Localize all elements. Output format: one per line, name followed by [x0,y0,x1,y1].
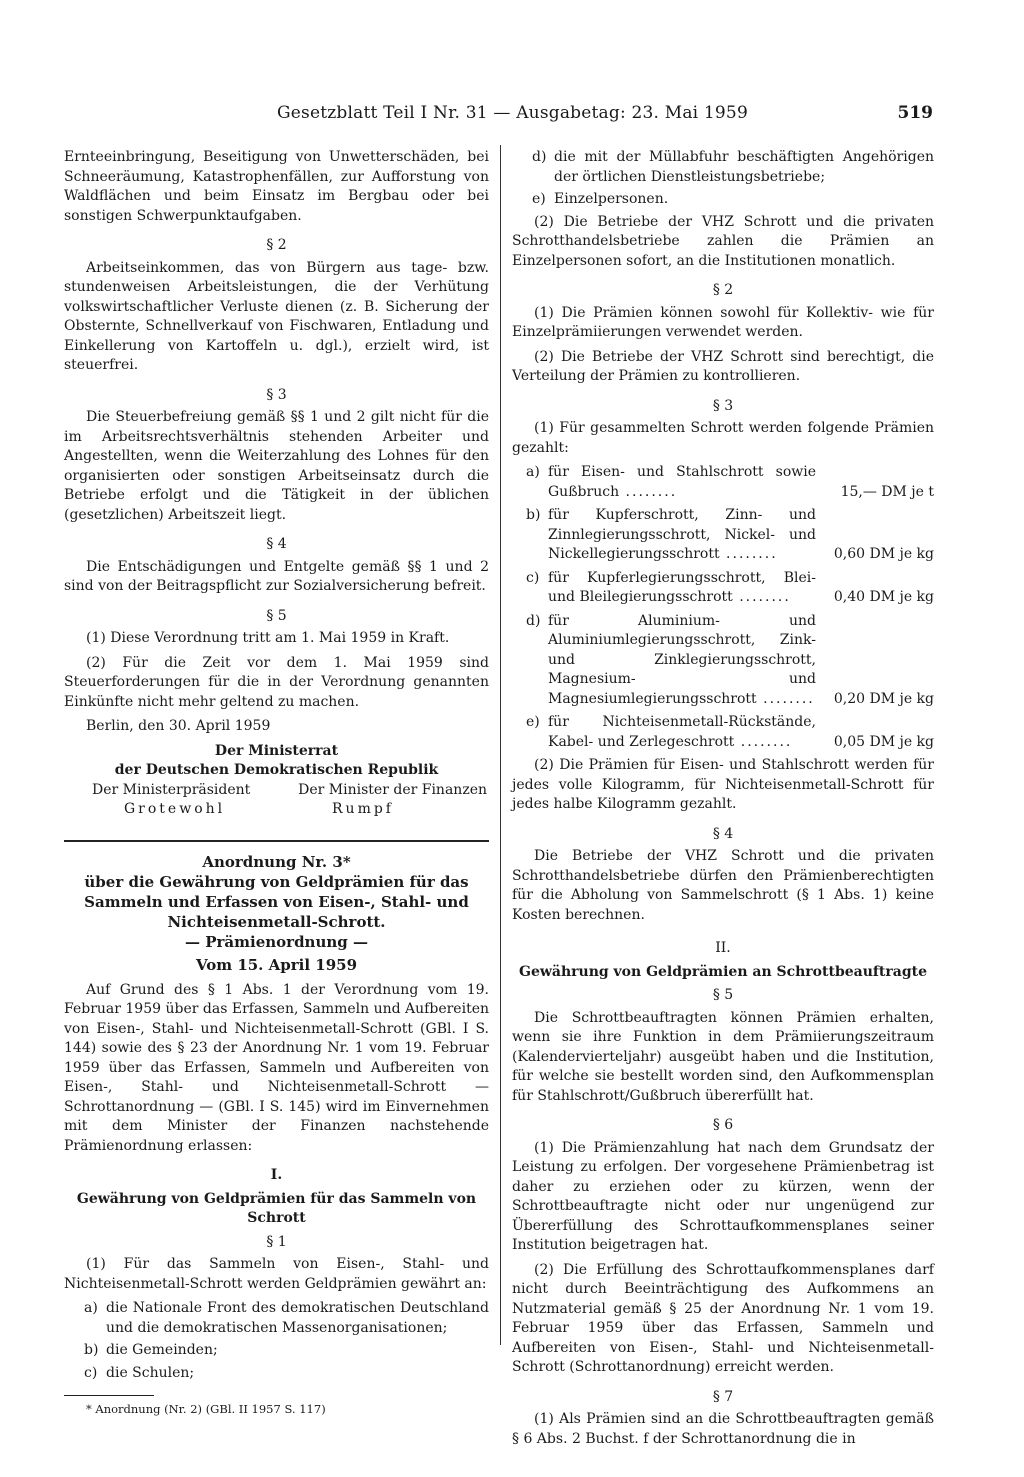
section-text: Die Steuerbefreiung gemäß §§ 1 und 2 gilt nicht für die im Arbeitsrechtsverhältnis stehenden Arbeiter und Angestellten, wenn die Weiterzahlung des Lohnes für den organisierten oder sonstigen Arbeitseinsatz durch die Betriebe erfolgt und die Tätigkeit in der üblichen (gesetzlichen) Arbeitszeit liegt. [64,409,489,523]
recipient-list [64,1299,489,1383]
section-heading: § 5 [266,607,287,624]
dot-leader: ........ [719,546,778,562]
prize-amount: 0,20 DM je kg [833,690,934,707]
gazette-title: Gesetzblatt Teil I Nr. 31 — Ausgabetag: 23. Mai 1959 [277,103,748,123]
section-text: (2) Die Betriebe der VHZ Schrott und die privaten Schrotthandelsbetriebe zahlen die Prämien an Einzelpersonen sofort, an die Institutionen monatlich. [512,213,934,269]
prize-amount: 0,60 DM je kg [833,546,934,562]
section-text: (2) Die Prämien für Eisen- und Stahlschrott werden für jedes volle Kilogramm, für Nichteisenmetall-Schrott für jedes halbe Kilogramm gezahlt. [512,757,934,812]
signature-roles [64,781,489,801]
dot-leader: ........ [619,483,678,500]
section-heading: § 1 [266,1233,287,1250]
section-text: (2) Die Betriebe der VHZ Schrott sind berechtigt, die Verteilung der Prämien zu kontrollieren. [512,348,934,384]
section-heading: § 6 [712,1117,734,1133]
section-text: (2) Für die Zeit vor dem 1. Mai 1959 sind Steuerforderungen für die in der Verordnung genannten Einkünfte nicht mehr geltend zu machen. [64,654,489,710]
section-heading: § 3 [712,397,734,414]
section-heading: § 4 [266,536,287,552]
separator-rule [64,840,489,842]
signatory-name: Grotewohl [124,801,226,817]
council-name: der Deutschen Demokratischen Republik [114,762,439,778]
list-item: c) die Schulen; [84,1364,195,1381]
section-text: Arbeitseinkommen, das von Bürgern aus tage- bzw. stundenweisen Arbeitsleistungen, die der Verhütung volkswirtschaftlicher Verluste dienen (z. B. Sicherung der Obsternte, Schnellverkauf von Fischwaren, Entladung und Einkellerung von Kartoffeln u. dgl.), erzielt wird, ist steuerfrei. [64,259,489,373]
signature-names [64,800,489,820]
prize-row: e) für Nichteisenmetall-Rückstände, Kabel- und Zerlegeschrott ........ 0,05 DM je kg [526,713,934,752]
prize-row: b) für Kupferschrott, Zinn- und Zinnlegierungsschrott, Nickel- und Nickellegierungsschrott ........ 0,60 DM je kg [526,506,934,565]
place-date: Berlin, den 30. April 1959 [86,718,271,734]
page-header [277,103,957,131]
section-text: (1) Für gesammelten Schrott werden folgende Prämien gezahlt: [512,420,934,456]
prize-row: a) für Eisen- und Stahlschrott sowie Gußbruch ........ 15,— DM je t [526,463,934,502]
dot-leader: ........ [732,589,791,605]
dot-leader: ........ [734,733,793,750]
section-text: Die Entschädigungen und Entgelte gemäß §§ 1 und 2 sind von der Beitragspflicht zur Sozialversicherung befreit. [64,558,489,594]
ordinance-title: über die Gewährung von Geldprämien für das Sammeln und Erfassen von Eisen-, Stahl- und Nichteisenmetall-Schrott. [84,872,469,931]
section-heading: § 2 [266,237,287,253]
signatory-role: Der Ministerpräsident [92,781,251,798]
signatory-role: Der Minister der Finanzen [298,781,487,798]
section-text: (1) Die Prämienzahlung hat nach dem Grundsatz der Leistung zu erfolgen. Der vorgesehene Prämienbetrag ist daher zu erziehen oder zu kürzen, wenn der Schrottbeauftragte nicht oder nur ungenügend zur Übererfüllung des Schrottaufkommensplanes seiner Institution beigetragen hat. [512,1139,934,1253]
section-text: Die Schrottbeauftragten können Prämien erhalten, wenn sie ihre Funktion in dem Prämiierungszeitraum (Kalendervierteljahr) ausgeübt haben und die Institution, für welche sie bestellt worden sind, den Aufkommensplan für Stahlschrott/Gußbruch übererfüllt hat. [512,1009,934,1104]
section-heading: § 7 [712,1388,734,1405]
council-name: Der Ministerrat [214,742,339,759]
list-item: a) die Nationale Front des demokratischen Deutschland und die demokratischen Massenorganisationen; [84,1300,489,1336]
prize-row: d) für Aluminium- und Aluminiumlegierungsschrott, Zink- und Zinklegierungsschrott, Magnesium- und Magnesiumlegierungsschrott ........ 0,20 DM je kg [526,612,934,710]
section-text: (1) Diese Verordnung tritt am 1. Mai 1959 in Kraft. [86,630,450,646]
part-title: Gewährung von Geldprämien für das Sammeln von Schrott [76,1190,477,1226]
section-heading: § 4 [712,825,734,842]
section-text: (1) Für das Sammeln von Eisen-, Stahl- und Nichteisenmetall-Schrott werden Geldprämien gewährt an: [64,1256,489,1292]
list-item: b) die Gemeinden; [84,1342,218,1358]
section-text: (1) Die Prämien können sowohl für Kollektiv- wie für Einzelprämiierungen verwendet werden. [512,304,934,340]
prize-amount: 0,05 DM je kg [833,733,934,750]
ordinance-title-block [64,852,489,975]
left-column [64,148,489,1420]
ordinance-date: Vom 15. April 1959 [195,955,358,974]
section-text: (2) Die Erfüllung des Schrottaufkommensplanes darf nicht durch Beeinträchtigung des Aufkommens an Nutzmaterial gemäß § 25 der Anordnung Nr. 1 vom 19. Februar 1959 über das Erfassen, Sammeln und Aufbereiten von Eisen-, Stahl- und Nichteisenmetall-Schrott (Schrottanordnung) erreicht werden. [512,1261,934,1375]
section-heading: § 3 [266,386,287,403]
column-divider [500,145,501,1345]
recipient-list-continued [512,148,934,210]
intro-paragraph: Ernteeinbringung, Beseitigung von Unwetterschäden, bei Schneeräumung, Katastrophenfällen, zur Aufforstung von Waldflächen und beim Einsatz im Bergbau oder bei sonstigen Schwerpunktaufgaben. [64,149,489,224]
ordinance-subtitle: — Prämienordnung — [185,932,368,951]
part-number: II. [715,940,731,956]
preamble: Auf Grund des § 1 Abs. 1 der Verordnung vom 19. Februar 1959 über das Erfassen, Sammeln und Aufbereiten von Eisen-, Stahl- und Nichteisenmetall-Schrott (GBl. I S. 144) sowie des § 23 der Anordnung Nr. 1 vom 19. Februar 1959 über das Erfassen, Sammeln und Aufbereiten von Eisen-, Stahl- und Nichteisenmetall-Schrott — Schrottanordnung — (GBl. I S. 145) wird im Einvernehmen mit dem Minister der Finanzen nachstehende Prämienordnung erlassen: [64,981,489,1154]
list-item: e) Einzelpersonen. [532,191,669,207]
prize-row: c) für Kupferlegierungsschrott, Blei- und Bleilegierungsschrott ........ 0,40 DM je kg [526,569,934,608]
section-heading: § 2 [712,282,734,298]
prize-amount: 15,— DM je t [840,483,934,500]
signatory-name: Rumpf [332,801,394,817]
footnote-rule [64,1395,154,1396]
section-heading: § 5 [712,987,734,1003]
right-column [512,148,934,1454]
prize-amount: 0,40 DM je kg [833,589,934,605]
page-number: 519 [897,103,933,123]
section-text: Die Betriebe der VHZ Schrott und die privaten Schrotthandelsbetriebe dürfen den Prämienberechtigten für die Abholung von Sammelschrott (§ 1 Abs. 1) keine Kosten berechnen. [512,848,934,923]
part-number: I. [270,1167,283,1183]
ordinance-number: Anordnung Nr. 3* [202,852,351,871]
dot-leader: ........ [756,690,815,707]
footnote: * Anordnung (Nr. 2) (GBl. II 1957 S. 117) [86,1402,326,1416]
list-item: d) die mit der Müllabfuhr beschäftigten Angehörigen der örtlichen Dienstleistungsbetriebe; [532,149,934,185]
part-title: Gewährung von Geldprämien an Schrottbeauftragte [518,963,928,980]
prize-table [512,463,934,752]
section-text: (1) Als Prämien sind an die Schrottbeauftragten gemäß § 6 Abs. 2 Buchst. f der Schrottanordnung die in [512,1411,934,1447]
